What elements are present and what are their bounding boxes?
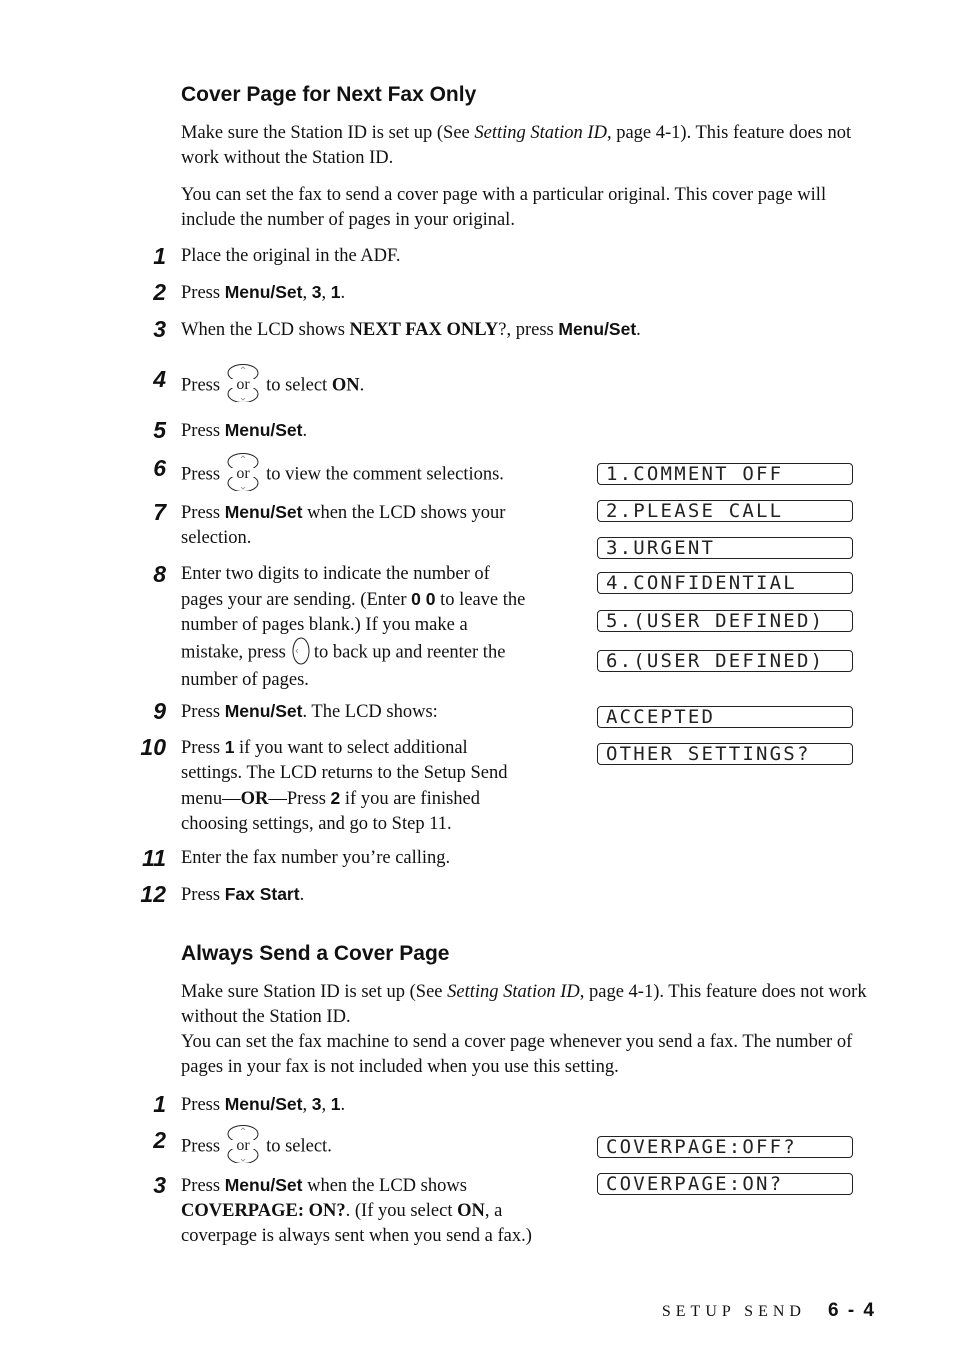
step-text: Press 1 if you want to select additional settings. The LCD returns to the Setup Send menu—OR—Press 2 if you are finished choosing settings, and go to Step 11.	[181, 737, 508, 834]
key-label: Menu/Set	[558, 319, 637, 339]
page-footer	[662, 1300, 876, 1322]
step-number: 1	[153, 243, 166, 269]
svg-text:or: or	[236, 1137, 250, 1154]
step-text: Press Menu/Set when the LCD shows COVERPAGE: ON?. (If you select ON, a coverpage is always sent when you send a fax.)	[181, 1175, 532, 1246]
navigation-key-icon	[226, 1125, 260, 1163]
key-label: 1	[330, 282, 341, 302]
key-label: Menu/Set	[224, 1175, 303, 1195]
description-text: You can set the fax machine to send a cover page whenever you send a fax. The number of pages in your fax is not included when you use this setting.	[181, 1032, 853, 1077]
lcd-display: 6.(USER DEFINED)	[597, 650, 853, 672]
back-key-icon	[290, 636, 310, 666]
key-label: Menu/Set	[224, 420, 303, 440]
key-label: Menu/Set	[224, 282, 303, 302]
navigation-key-icon	[226, 453, 260, 491]
step-text: Place the original in the ADF.	[181, 246, 401, 266]
step-text: Enter two digits to indicate the number of pages your are sending. (Enter 0 0 to leave the number of pages blank.) If you make a mistake, press to back up and reenter the number of pages.	[181, 564, 526, 690]
step-number: 11	[142, 845, 166, 871]
intro-text: Make sure Station ID is set up (See	[181, 982, 448, 1002]
reference-link-text: Setting Station ID	[474, 123, 607, 143]
navigation-key-icon	[226, 364, 260, 402]
step-number: 1	[153, 1091, 166, 1117]
step-text: Enter the fax number you’re calling.	[181, 848, 451, 868]
step-text: Press Menu/Set. The LCD shows:	[181, 701, 438, 722]
key-label: Menu/Set	[224, 1094, 303, 1114]
lcd-display: COVERPAGE:ON?	[597, 1173, 853, 1195]
svg-text:or: or	[236, 465, 250, 482]
step-text: Press Menu/Set when the LCD shows your selection.	[181, 502, 506, 548]
step-number: 7	[153, 499, 166, 525]
key-label: Fax Start	[224, 884, 300, 904]
step-text: Press Menu/Set.	[181, 420, 308, 441]
step-number: 2	[153, 279, 166, 305]
lcd-display: 1.COMMENT OFF	[597, 463, 853, 485]
key-label: 3	[311, 1094, 322, 1114]
lcd-display: 2.PLEASE CALL	[597, 500, 853, 522]
intro-text: Make sure the Station ID is set up (See	[181, 123, 475, 143]
step-number: 6	[153, 455, 166, 481]
lcd-display: 5.(USER DEFINED)	[597, 610, 853, 632]
section-heading-always-send: Always Send a Cover Page	[181, 942, 450, 965]
step-number: 12	[140, 881, 166, 907]
step-text: Press or to view the comment selections.	[181, 456, 504, 494]
step-text: When the LCD shows NEXT FAX ONLY?, press Menu/Set.	[181, 319, 641, 340]
step-number: 4	[153, 366, 166, 392]
step-text: Press Menu/Set, 3, 1.	[181, 282, 346, 303]
lcd-display: ACCEPTED	[597, 706, 853, 728]
lcd-display: 3.URGENT	[597, 537, 853, 559]
section-heading-next-fax: Cover Page for Next Fax Only	[181, 83, 477, 106]
key-label: Menu/Set	[224, 502, 303, 522]
step-number: 8	[153, 561, 166, 587]
step-text: Press Menu/Set, 3, 1.	[181, 1094, 346, 1115]
lcd-display: COVERPAGE:OFF?	[597, 1136, 853, 1158]
key-label: 3	[311, 282, 322, 302]
lcd-display: 4.CONFIDENTIAL	[597, 572, 853, 594]
key-label: Menu/Set	[224, 701, 303, 721]
step-number: 3	[153, 316, 166, 342]
lcd-display: OTHER SETTINGS?	[597, 743, 853, 765]
footer-section-title: SETUP SEND	[661, 1303, 806, 1320]
intro-paragraph	[181, 121, 881, 171]
step-number: 5	[153, 417, 166, 443]
step-text: Press or to select.	[181, 1128, 332, 1166]
intro-text: , page 4-1). This feature does not work without the Station ID.	[181, 982, 867, 1027]
step-number: 9	[153, 698, 166, 724]
intro-paragraph	[181, 980, 881, 1080]
step-number: 10	[140, 734, 166, 760]
step-text: Press or to select ON.	[181, 367, 364, 405]
intro-text: , page 4-1). This feature does not work without the Station ID.	[181, 123, 852, 168]
reference-link-text: Setting Station ID	[447, 982, 580, 1002]
description-paragraph: You can set the fax to send a cover page with a particular original. This cover page will include the number of pages in your original.	[181, 185, 827, 230]
page-number: 6 - 4	[827, 1300, 876, 1321]
step-number: 3	[153, 1172, 166, 1198]
step-number: 2	[153, 1127, 166, 1153]
step-text: Press Fax Start.	[181, 884, 305, 905]
key-label: 1	[330, 1094, 341, 1114]
svg-text:or: or	[236, 376, 250, 393]
